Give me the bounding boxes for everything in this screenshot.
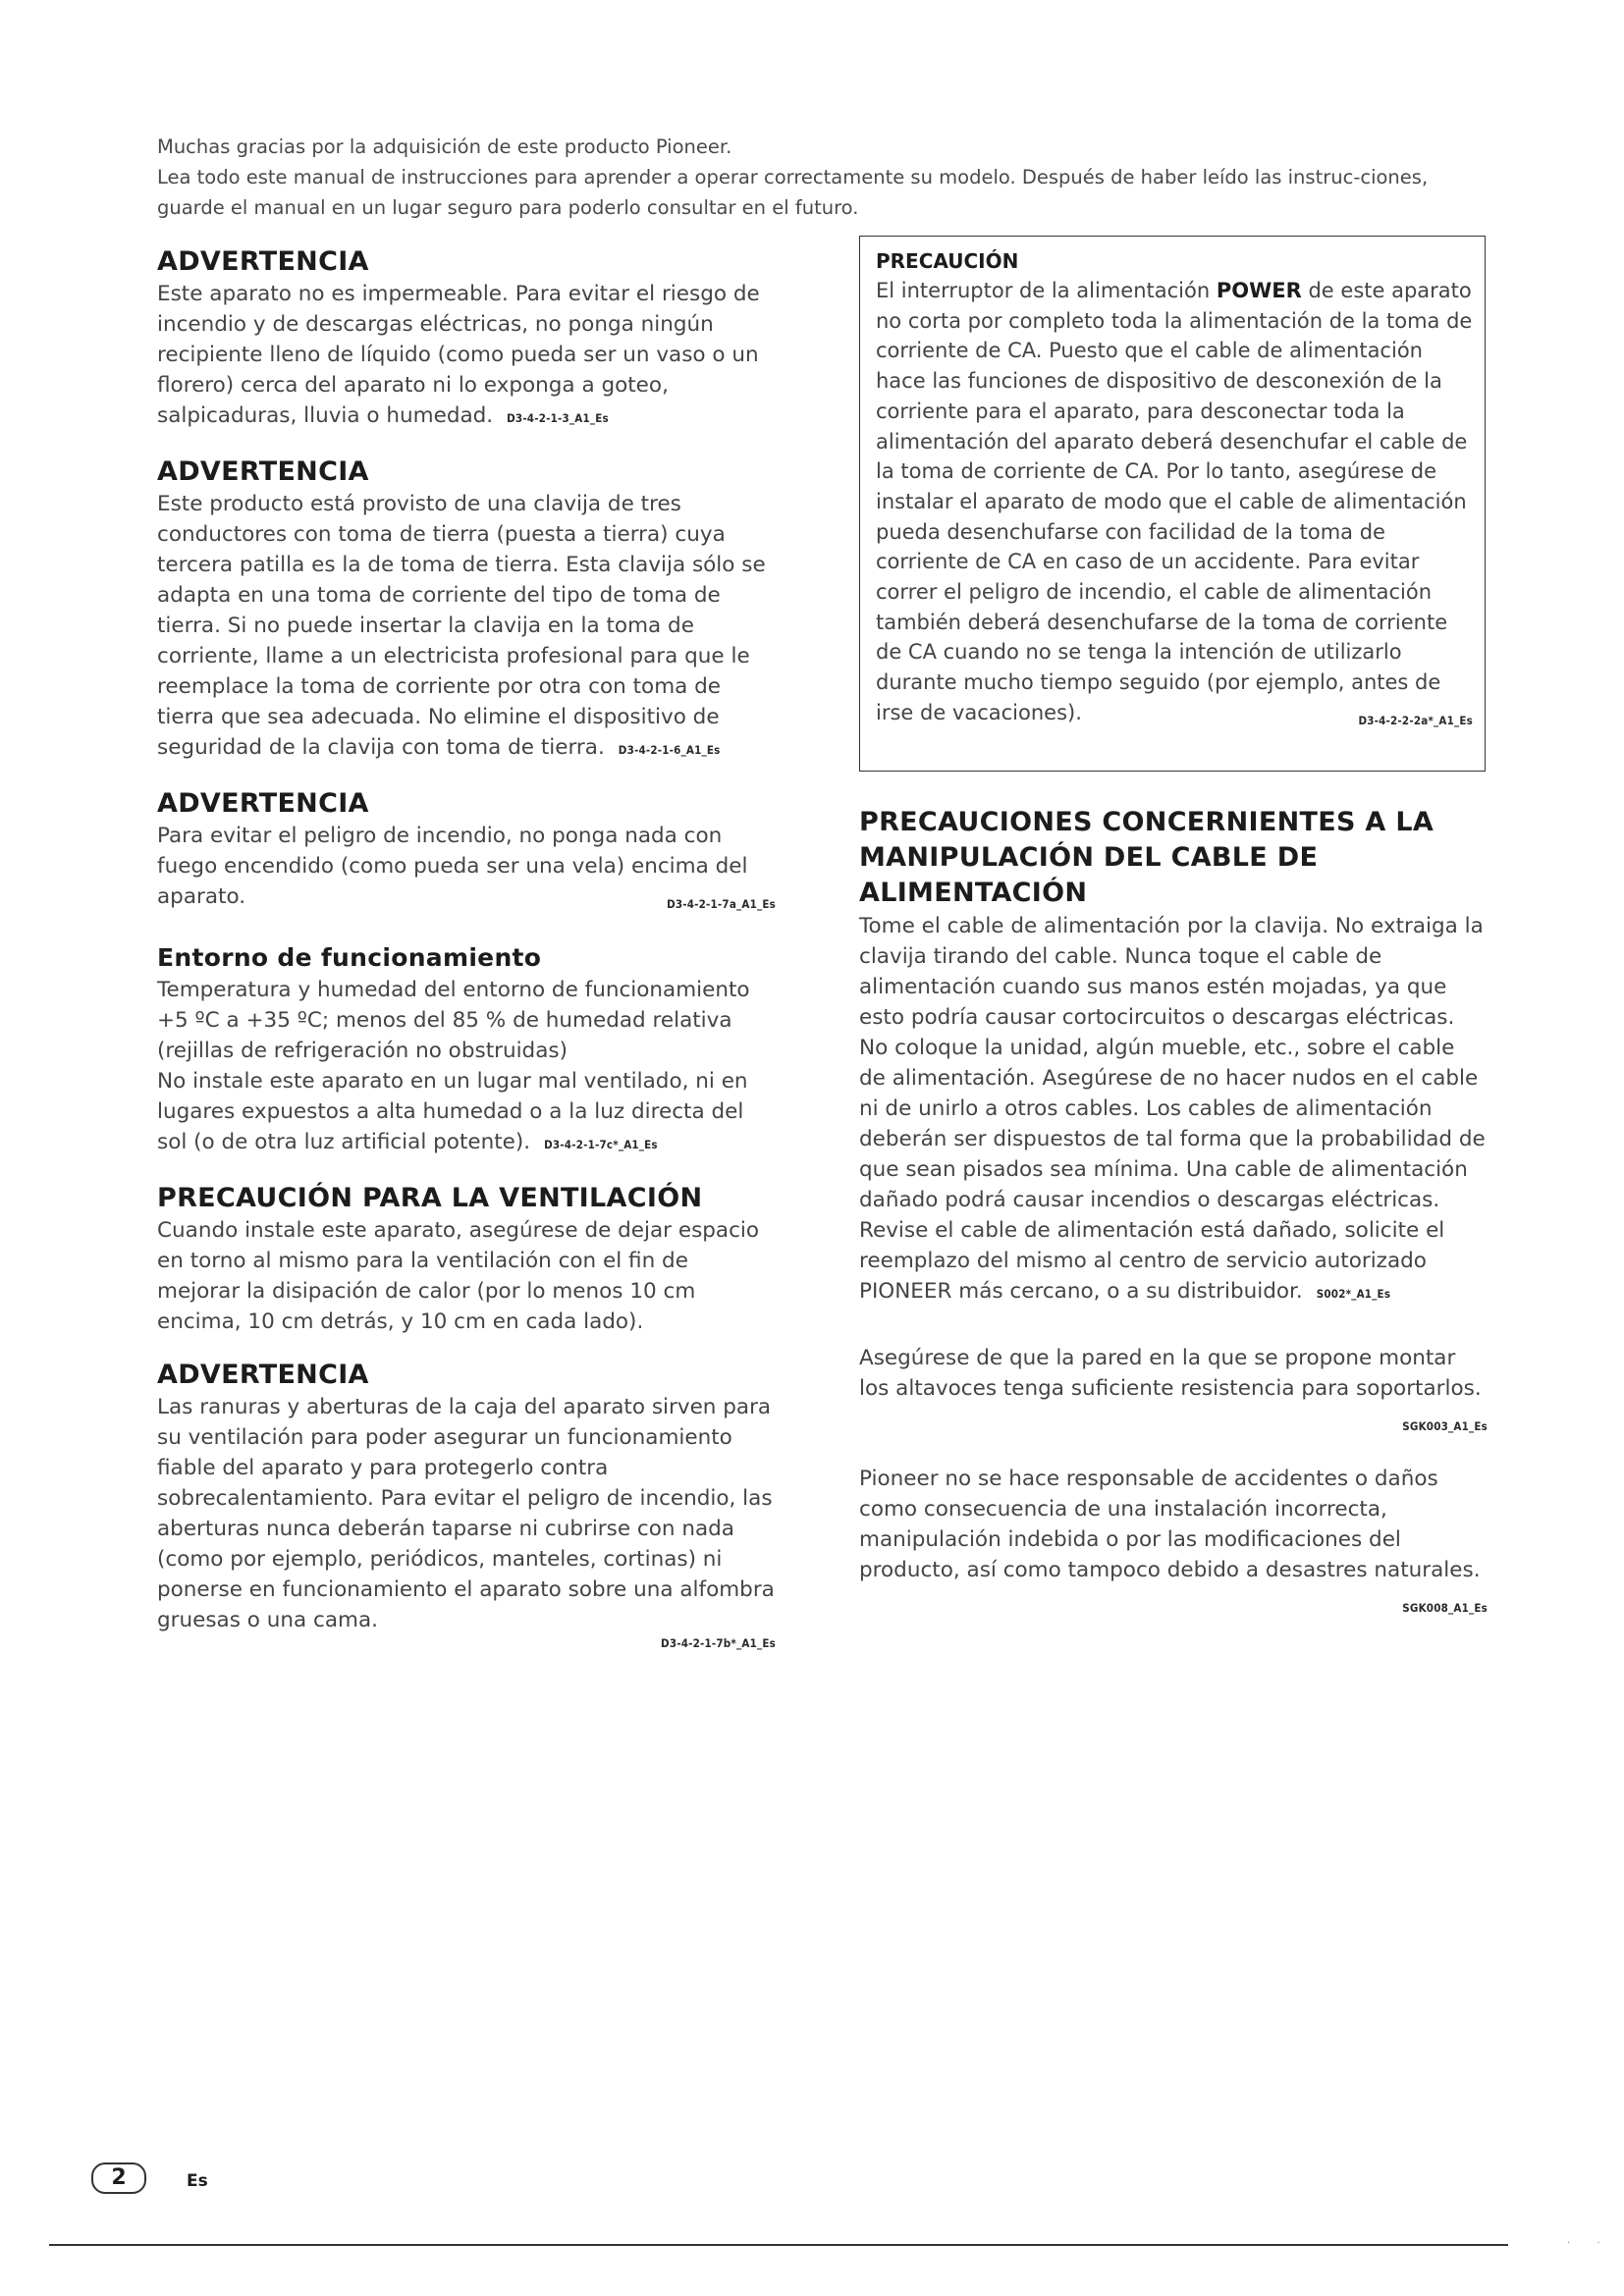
caution-title: PRECAUCIÓN [876,249,1019,273]
section-text: Tome el cable de alimentación por la clavija. No extraiga la clavija tirando del cable. Nunca toque el cable de alimentación cuando sus manos estén mojadas, ya que esto podría causar cortocircuitos o descargas eléctricas. No coloque la unidad, algún mueble, etc., sobre el cable de alimentación. Asegúrese de no hacer nudos en el cable ni de unirlo a otros cables. Los cables de alimentación deberán ser dispuestos de tal forma que la probabilidad de que sean pisados sea mínima. Una cable de alimentación dañado podrá causar incendios o descargas eléctricas. Revise el cable de alimentación está dañado, solicite el reemplazo del mismo al centro de servicio autorizado PIONEER más cercano, o a su distribuidor. [859,914,1486,1304]
footer-divider [49,2244,1508,2246]
reference-code: D3-4-2-2-2a*_A1_Es [1358,713,1473,727]
section-liability [859,1464,1488,1624]
reference-code: SGK008_A1_Es [1402,1601,1488,1615]
section-title: Entorno de funcionamiento [157,943,542,972]
reference-code: S002*_A1_Es [1316,1287,1391,1301]
right-column [859,805,1488,1645]
intro-instructions: Lea todo este manual de instrucciones para aprender a operar correctamente su modelo. Después de haber leído las instruc-ciones, guarde el manual en un lugar seguro para poderlo consultar en el futuro. [157,166,1429,219]
section-text: Para evitar el peligro de incendio, no ponga nada con fuego encendido (como pueda ser una vela) encima del aparato. [157,824,748,909]
section-warning-openings [157,1359,776,1651]
footer-dots: · · [1567,2238,1612,2249]
section-text: Este aparato no es impermeable. Para evitar el riesgo de incendio y de descargas eléctricas, no ponga ningún recipiente lleno de líquido (como pueda ser un vaso o un florero) cerca del aparato ni lo exponga a goteo, salpicaduras, lluvia o humedad. [157,282,760,428]
section-warning-ground-plug [157,455,776,766]
intro-thanks: Muchas gracias por la adquisición de este producto Pioneer. [157,135,732,158]
section-title: ADVERTENCIA [157,788,369,819]
reference-code: D3-4-2-1-7a_A1_Es [667,897,776,911]
intro [157,132,1473,223]
section-wall-mount [859,1343,1488,1442]
reference-code: D3-4-2-1-6_A1_Es [618,743,721,757]
section-text: Pioneer no se hace responsable de accidentes o daños como consecuencia de una instalación incorrecta, manipulación indebida o por las modificaciones del producto, así como tampoco debido a desastres naturales. [859,1467,1481,1582]
power-keyword: POWER [1216,279,1302,302]
reference-code: SGK003_A1_Es [1402,1419,1488,1433]
section-text: Asegúrese de que la pared en la que se propone montar los altavoces tenga suficiente resistencia para soportarlos. [859,1346,1482,1401]
section-text: Cuando instale este aparato, asegúrese de dejar espacio en torno al mismo para la ventilación con el fin de mejorar la disipación de calor (por lo menos 10 cm encima, 10 cm detrás, y 10 cm en cada lado). [157,1218,760,1334]
section-warning-water [157,245,776,434]
section-warning-fire [157,787,776,920]
left-column [157,245,776,1673]
section-text: Este producto está provisto de una clavija de tres conductores con toma de tierra (puesta a tierra) cuya tercera patilla es la de toma de tierra. Esta clavija sólo se adapta en una toma de corriente del tipo de toma de tierra. Si no puede insertar la clavija en la toma de corriente, llame a un electricista profesional para que le reemplace la toma de corriente por otra con toma de tierra que sea adecuada. No elimine el dispositivo de seguridad de la clavija con toma de tierra. [157,492,766,760]
section-operating-environment [157,941,776,1160]
section-power-cord [859,805,1488,1309]
section-title: ADVERTENCIA [157,1360,369,1390]
reference-code: D3-4-2-1-3_A1_Es [507,411,609,425]
section-text: Temperatura y humedad del entorno de funcionamiento +5 ºC a +35 ºC; menos del 85 % de humedad relativa (rejillas de refrigeración no obstruidas) [157,978,750,1063]
section-text: No instale este aparato en un lugar mal ventilado, ni en lugares expuestos a alta humedad o a la luz directa del sol (o de otra luz artificial potente). [157,1069,748,1154]
language-code: Es [187,2171,208,2191]
caution-text: El interruptor de la alimentación POWER de este aparato no corta por completo toda la alimentación de la toma de corriente de CA. Puesto que el cable de alimentación hace las funciones de dispositivo de desconexión de la corriente para el aparato, para desconectar toda la alimentación del aparato deberá desenchufar el cable de la toma de corriente de CA. Por lo tanto, asegúrese de instalar el aparato de modo que el cable de alimentación pueda desenchufarse con facilidad de la toma de corriente de CA en caso de un accidente. Para evitar correr el peligro de incendio, el cable de alimentación también deberá desenchufarse de la toma de corriente de CA cuando no se tenga la intención de utilizarlo durante mucho tiempo seguido (por ejemplo, antes de irse de vacaciones). D3-4-2-2-2a*_A1_Es [876,276,1473,728]
section-title: PRECAUCIONES CONCERNIENTES A LA MANIPULACIÓN DEL CABLE DE ALIMENTACIÓN [859,807,1435,908]
reference-code: D3-4-2-1-7b*_A1_Es [661,1636,776,1650]
section-text: Las ranuras y aberturas de la caja del aparato sirven para su ventilación para poder asegurar un funcionamiento fiable del aparato y para protegerlo contra sobrecalentamiento. Para evitar el peligro de incendio, las aberturas nunca deberán taparse ni cubrirse con nada (como por ejemplo, periódicos, manteles, cortinas) ni ponerse en funcionamiento el aparato sobre una alfombra gruesas o una cama. [157,1395,775,1632]
section-title: ADVERTENCIA [157,456,369,487]
section-ventilation [157,1182,776,1337]
section-title: ADVERTENCIA [157,246,369,277]
reference-code: D3-4-2-1-7c*_A1_Es [544,1138,658,1151]
page-number: 2 [91,2163,146,2194]
caution-box [859,236,1486,772]
section-title: PRECAUCIÓN PARA LA VENTILACIÓN [157,1183,703,1213]
